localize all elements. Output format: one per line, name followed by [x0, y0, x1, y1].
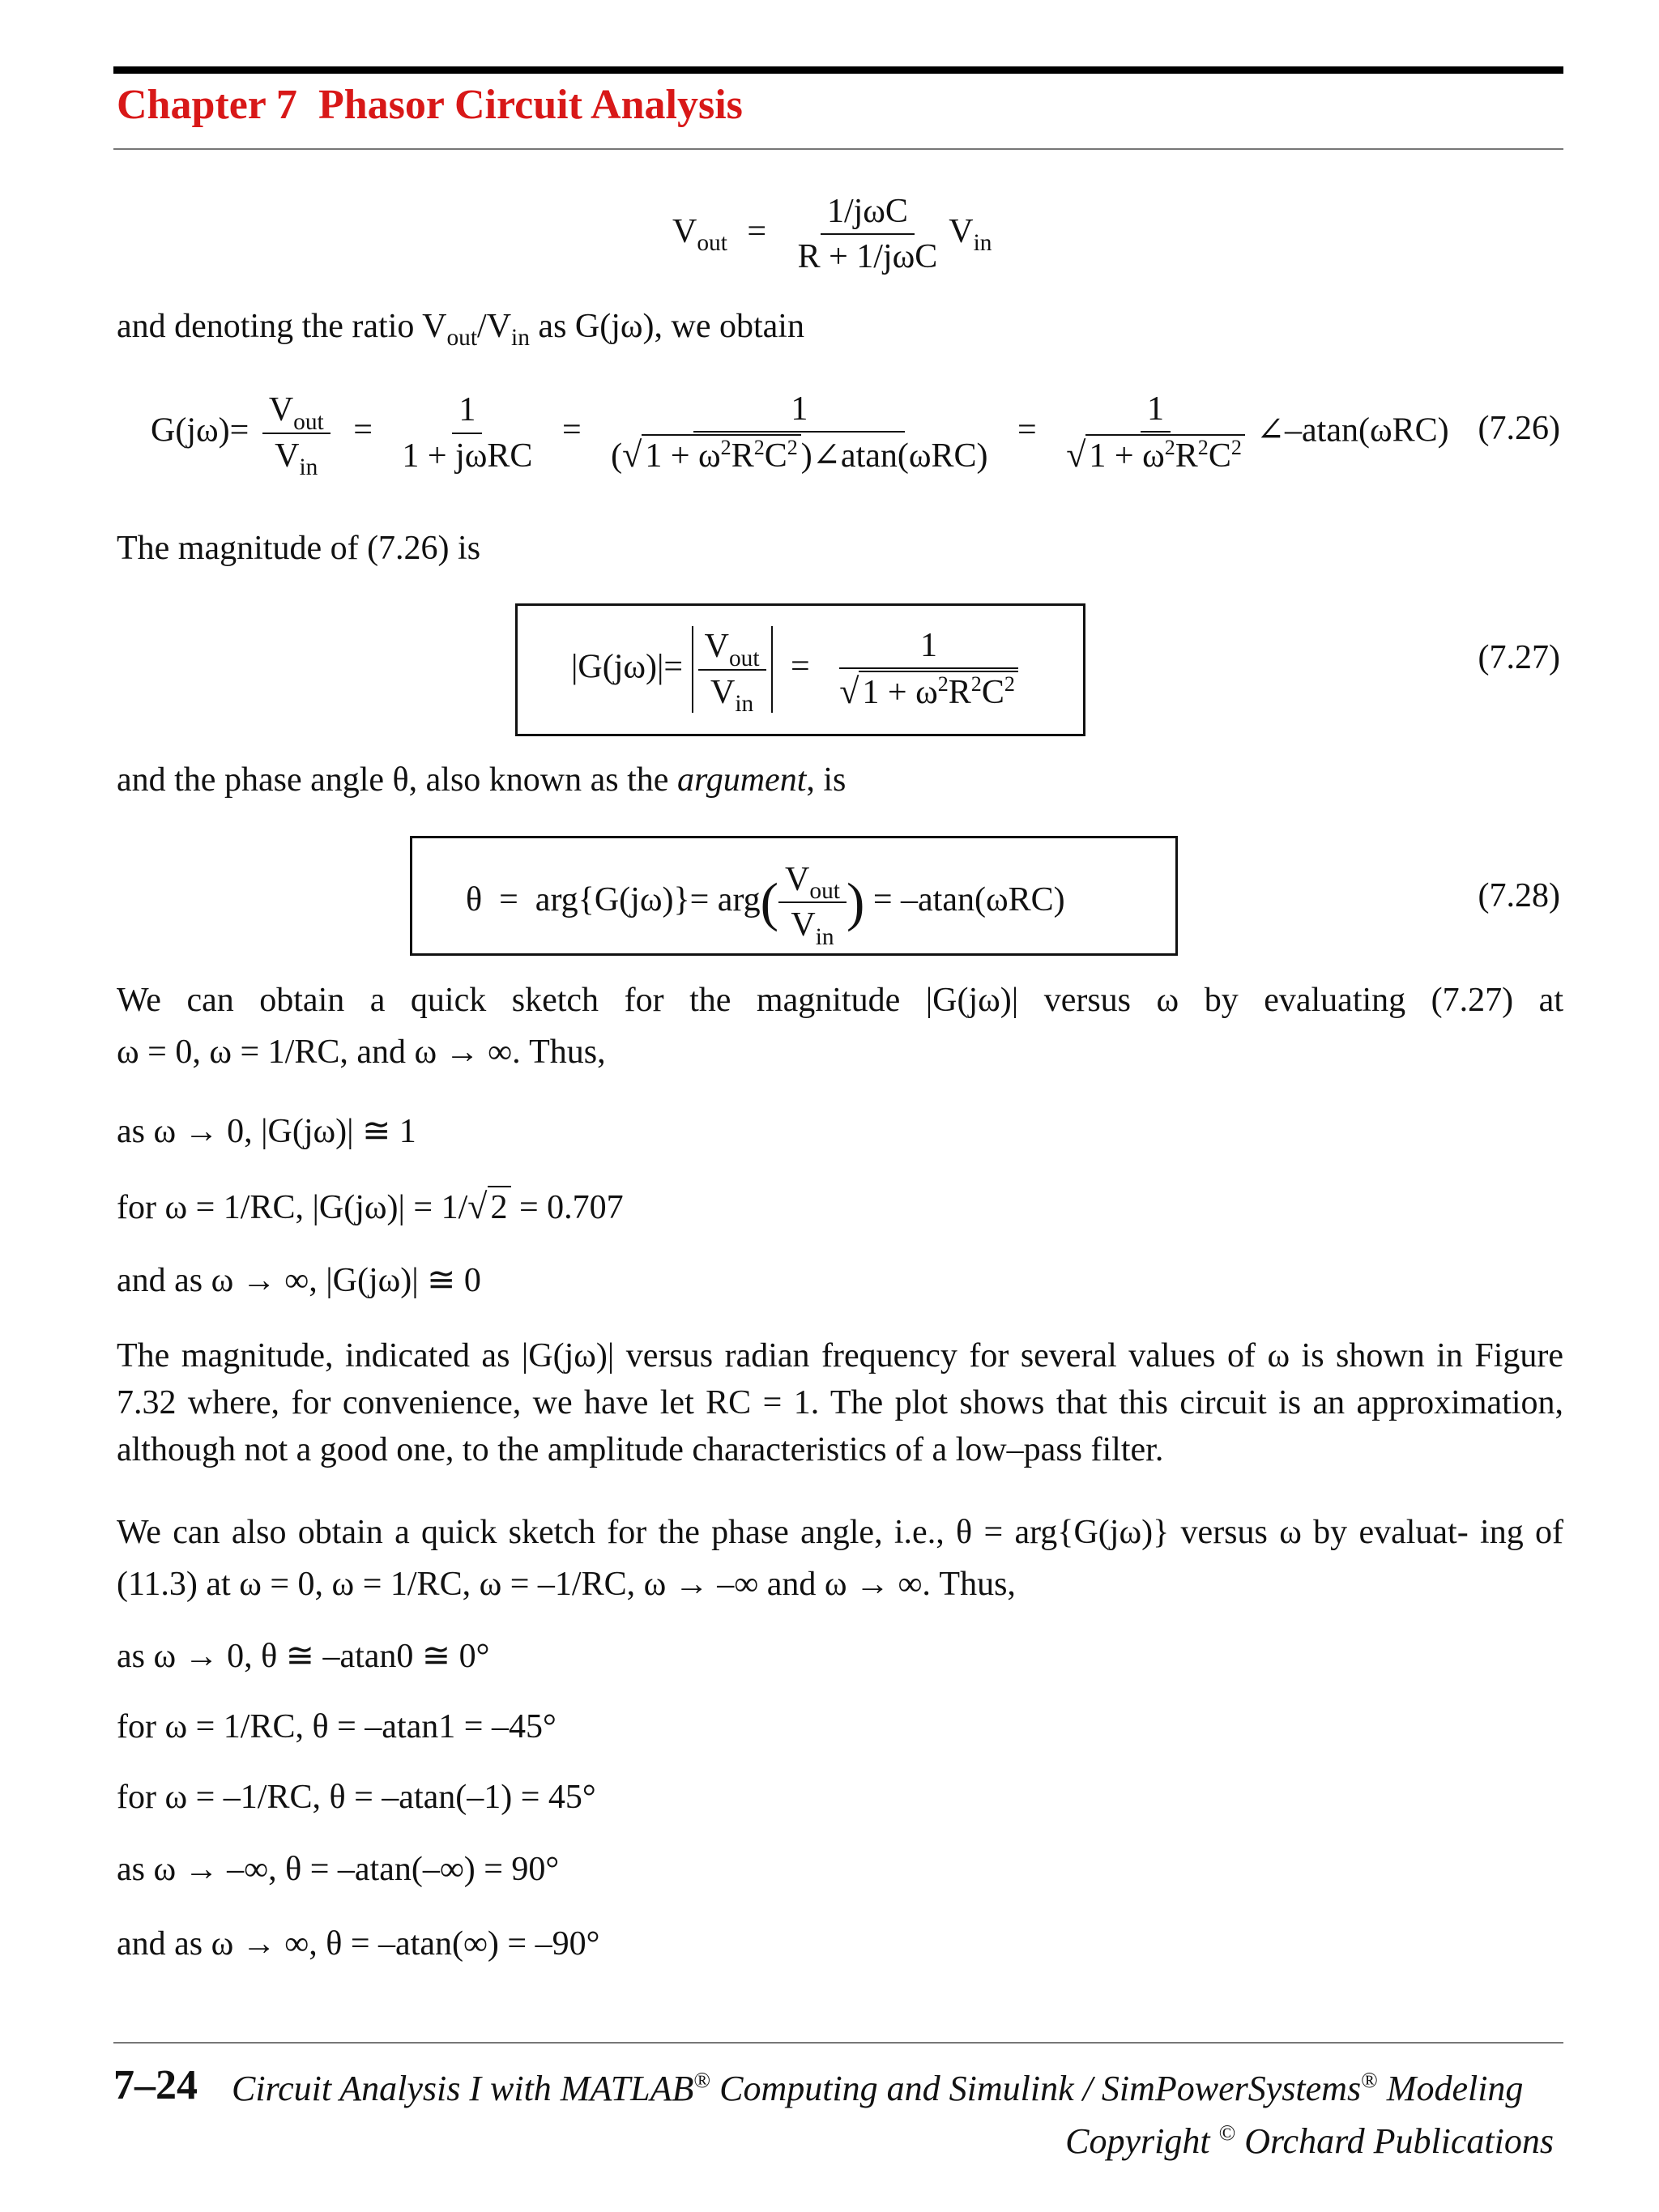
eq-vout-fraction [791, 191, 945, 278]
footer-title-b: Computing and Simulink / SimPowerSystems [710, 2069, 1362, 2108]
eq-vout-lhs: V [672, 213, 697, 251]
eq-vout-rhs-sub: in [973, 230, 992, 257]
limit-omega-one-over-rc [117, 1186, 624, 1229]
paragraph-figure-description: The magnitude, indicated as |G(jω)| versus radian frequency for several values of ω is shown in Figure 7.32 where, for convenience, we have let RC = 1. The plot shows that this circuit is an approximation, although not a good one, to the amplitude characteristics of a low–pass filter. [117, 1337, 1563, 1468]
eq727-den-d: C [981, 674, 1004, 712]
eq726-f1-den: V [275, 437, 300, 475]
eq726-sq-3: 2 [787, 435, 798, 459]
paragraph-phase-angle [117, 760, 846, 800]
eq726-frac3 [604, 389, 994, 477]
eq726-sq-5: 2 [1197, 435, 1209, 459]
paragraph-magnitude: The magnitude of (7.26) is [117, 530, 481, 567]
copyright-label: Copyright [1065, 2121, 1210, 2161]
eq-vout-equals: = [747, 213, 767, 251]
lim2-radicand: 2 [488, 1186, 511, 1228]
page-number: 7–24 [113, 2062, 198, 2108]
eq727-sq-2: 2 [970, 671, 982, 696]
chapter-label: Chapter 7 [117, 82, 297, 128]
lim2-text-a: for ω = 1/RC, |G(jω)| = 1/ [117, 1189, 468, 1226]
p3-text-b: , is [806, 761, 847, 799]
eq726-equals-3: = [1017, 411, 1037, 450]
copyright [1065, 2120, 1554, 2162]
phase-omega-minus-infinity: as ω → –∞, θ = –atan(–∞) = 90° [117, 1851, 560, 1888]
phase-omega-minus-one-over-rc: for ω = –1/RC, θ = –atan(–1) = 45° [117, 1779, 596, 1816]
footer-title-c: Modeling [1377, 2069, 1524, 2108]
eq727-out: out [728, 645, 760, 671]
limit-omega-infinity: and as ω → ∞, |G(jω)| ≅ 0 [117, 1262, 481, 1299]
paren-left-icon: ( [760, 872, 779, 933]
eq726-equals-1: = [353, 411, 373, 450]
phase-omega-infinity: and as ω → ∞, θ = –atan(∞) = –90° [117, 1925, 600, 1963]
paragraph-sketch-line1: We can obtain a quick sketch for the magnitude |G(jω)| versus ω by evaluating (7.27) at [117, 982, 1563, 1019]
eq727-fraction [833, 625, 1025, 714]
chapter-heading [117, 81, 743, 129]
eq726-frac2 [395, 390, 539, 476]
eq726-equals-2: = [561, 411, 582, 450]
eq726-f4-den-d: C [1208, 437, 1231, 475]
sqrt-sign-icon: √ [622, 435, 642, 475]
eq726-f1-num: V [268, 391, 294, 429]
eq727-num: 1 [839, 625, 1018, 669]
eq-vout-lhs-sub: out [697, 230, 727, 257]
p1-text-b: as G(jω), we obtain [529, 308, 804, 345]
eq726-f1-den-sub: in [299, 454, 318, 480]
eq728-out: out [809, 878, 840, 905]
equation-number-7-26: (7.26) [1478, 410, 1560, 447]
eq-vout-denominator: R + 1/jωC [797, 238, 938, 276]
eq726-f2-den: 1 + jωRC [402, 437, 533, 475]
phase-omega-one-over-rc: for ω = 1/RC, θ = –atan1 = –45° [117, 1708, 557, 1745]
eq726-sq-1: 2 [720, 435, 731, 459]
lim2-text-c: = 0.707 [510, 1189, 624, 1226]
equation-box-7-28 [410, 836, 1178, 956]
eq726-f3-num: 1 [693, 389, 905, 433]
p1-v1-sub: out [446, 325, 478, 352]
sqrt-sign-icon: √ [839, 671, 859, 712]
eq-vout-numerator: 1/jωC [821, 191, 915, 235]
eq726-f3-den-c: R [731, 437, 754, 475]
eq727-den-b: 1 + ω [862, 674, 938, 712]
eq727-lhs: |G(jω)|= [571, 648, 684, 686]
eq726-f4-den-b: 1 + ω [1089, 437, 1165, 475]
equation-7-26 [151, 389, 1449, 480]
paren-right-icon: ) [846, 872, 865, 933]
phase-omega-zero: as ω → 0, θ ≅ –atan0 ≅ 0° [117, 1638, 490, 1675]
eq727-equals: = [791, 648, 810, 686]
eq728-v-den: V [791, 906, 816, 944]
eq726-f4-num: 1 [1141, 389, 1171, 433]
equation-7-27 [571, 625, 1030, 717]
registered-icon: ® [693, 2067, 711, 2092]
eq727-sq-1: 2 [937, 671, 949, 696]
equation-number-7-27: (7.27) [1478, 639, 1560, 676]
eq727-sq-3: 2 [1004, 671, 1015, 696]
footer-divider [113, 2042, 1563, 2044]
equation-number-7-28: (7.28) [1478, 877, 1560, 914]
p1-v2-sub: in [511, 325, 530, 352]
eq726-frac1 [262, 390, 331, 480]
equation-vout [672, 191, 992, 278]
p1-slash: /V [477, 308, 512, 345]
eq-vout-rhs: V [949, 213, 974, 251]
eq728-text-b: = –atan(ωRC) [864, 881, 1065, 919]
eq727-den-c: R [948, 674, 971, 712]
p1-v1: V [422, 308, 447, 345]
eq726-f1-num-sub: out [293, 408, 324, 435]
eq726-lhs: G(jω)= [151, 411, 249, 450]
paragraph-ratio [117, 306, 804, 352]
eq726-f4-den-c: R [1175, 437, 1198, 475]
eq728-text-a: θ = arg{G(jω)}= arg [466, 881, 761, 919]
p3-text-a: and the phase angle θ, also known as the [117, 761, 677, 799]
eq726-f3-den-a: ( [611, 437, 623, 475]
paragraph-sketch-line2: ω = 0, ω = 1/RC, and ω → ∞. Thus, [117, 1034, 606, 1071]
eq726-f3-den-b: 1 + ω [645, 437, 721, 475]
copyright-icon: © [1218, 2120, 1236, 2145]
registered-icon: ® [1361, 2067, 1378, 2092]
eq726-f2-num: 1 [452, 390, 482, 433]
eq728-v-num: V [785, 861, 810, 898]
eq726-frac4 [1060, 389, 1252, 477]
eq727-abs-bars [692, 626, 773, 717]
equation-7-28 [466, 859, 1065, 950]
eq728-in: in [815, 923, 834, 950]
p1-text-a: and denoting the ratio [117, 308, 423, 345]
eq726-f3-den-d: C [764, 437, 787, 475]
equation-box-7-27 [515, 603, 1085, 736]
paragraph-phase-sketch: We can also obtain a quick sketch for the phase angle, i.e., θ = arg{G(jω)} versus ω by evaluat- ing of (11.3) at ω = 0, ω = 1/RC, ω = –1/RC, ω → –∞ and ω → ∞. Thus, [117, 1514, 1563, 1603]
sqrt-sign-icon: √ [467, 1187, 488, 1226]
eq726-sq-6: 2 [1230, 435, 1242, 459]
limit-omega-zero: as ω → 0, |G(jω)| ≅ 1 [117, 1113, 416, 1150]
header-divider [113, 148, 1563, 150]
header-rule [113, 66, 1563, 74]
sqrt-sign-icon: √ [1066, 435, 1086, 475]
book-title [232, 2068, 1523, 2109]
eq727-v-num: V [704, 628, 729, 666]
eq726-sq-2: 2 [753, 435, 765, 459]
eq727-v-den: V [710, 673, 736, 711]
p3-emphasis: argument [676, 761, 807, 799]
chapter-title: Phasor Circuit Analysis [318, 82, 743, 128]
eq726-sq-4: 2 [1164, 435, 1175, 459]
eq726-f3-den-e: )∠atan(ωRC) [800, 437, 988, 475]
eq726-tail: ∠–atan(ωRC) [1256, 411, 1449, 450]
publisher-name: Orchard Publications [1235, 2121, 1554, 2161]
footer-title-a: Circuit Analysis I with MATLAB [232, 2069, 694, 2108]
eq727-in: in [735, 690, 754, 717]
